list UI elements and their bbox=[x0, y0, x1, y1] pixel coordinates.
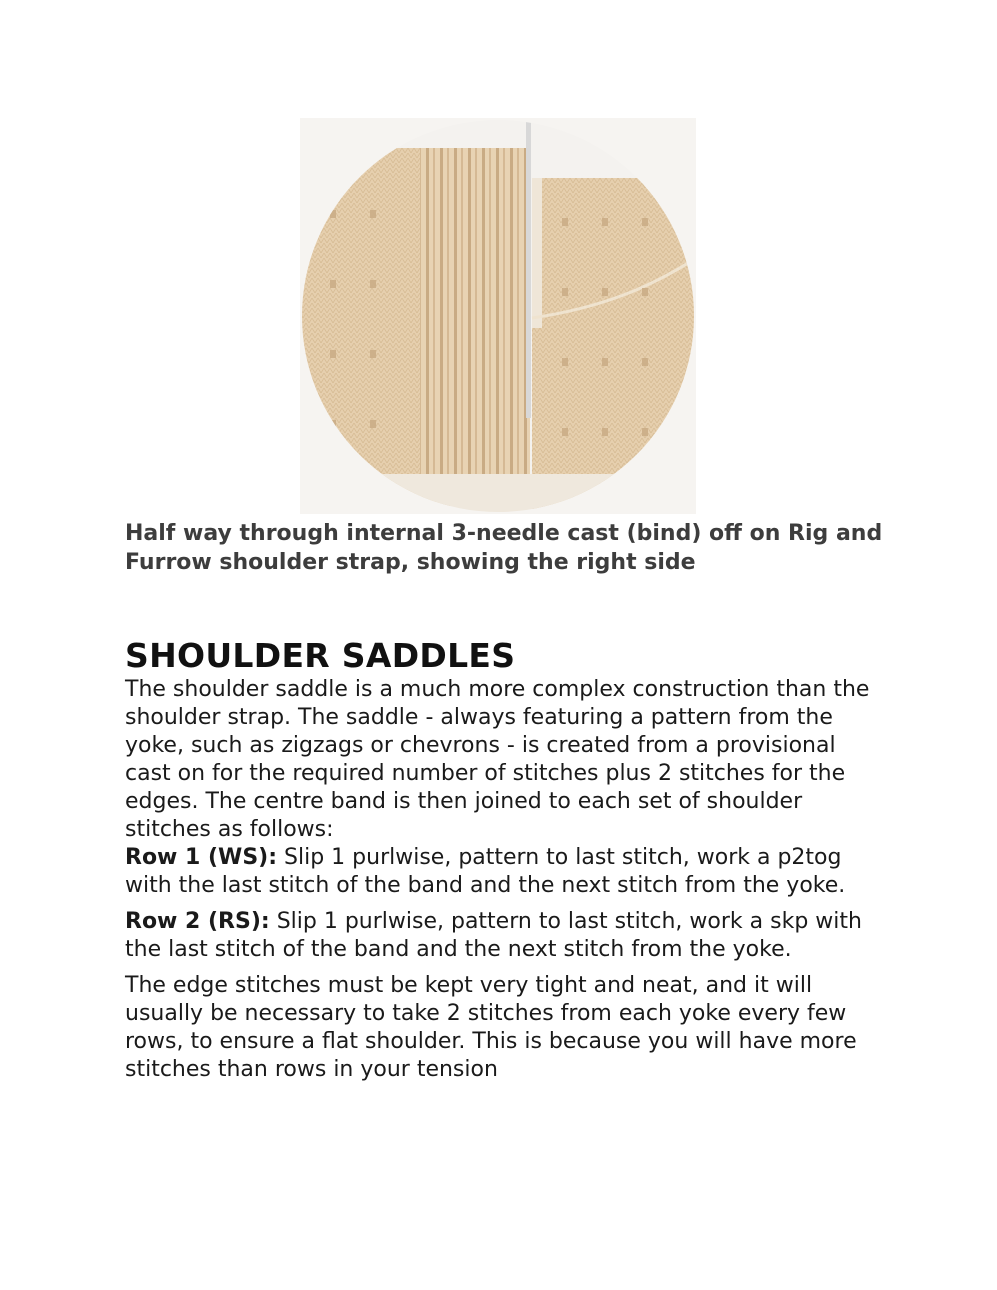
row-1-label: Row 1 (WS): bbox=[125, 845, 278, 870]
closing-paragraph: The edge stitches must be kept very tight and neat, and it will usually be necessary to take 2 stitches from each yoke every few rows, to ensure a flat shoulder. This is because you will have more stitches than rows in your tension bbox=[125, 973, 857, 1082]
photo-caption: Half way through internal 3-needle cast (bind) off on Rig and Furrow shoulder strap, showing the right side bbox=[125, 521, 883, 575]
row-1-text: Slip 1 purlwise, pattern to last stitch, work a p2tog with the last stitch of the band and the next stitch from the yoke. bbox=[125, 845, 846, 898]
row-2-instruction bbox=[125, 908, 885, 964]
section-heading: SHOULDER SADDLES bbox=[125, 636, 516, 675]
body-text bbox=[125, 676, 885, 1092]
row-1-instruction bbox=[125, 844, 885, 900]
row-2-label: Row 2 (RS): bbox=[125, 909, 270, 934]
intro-paragraph: The shoulder saddle is a much more complex construction than the shoulder strap. The saddle - always featuring a pattern from the yoke, such as zigzags or chevrons - is created from a provisional cast on for the required number of stitches plus 2 stitches for the edges. The centre band is then joined to each set of shoulder stitches as follows: bbox=[125, 677, 870, 842]
knitted-swatch-photo bbox=[300, 118, 696, 514]
row-2-text: Slip 1 purlwise, pattern to last stitch, work a skp with the last stitch of the band and the next stitch from the yoke. bbox=[125, 909, 862, 962]
